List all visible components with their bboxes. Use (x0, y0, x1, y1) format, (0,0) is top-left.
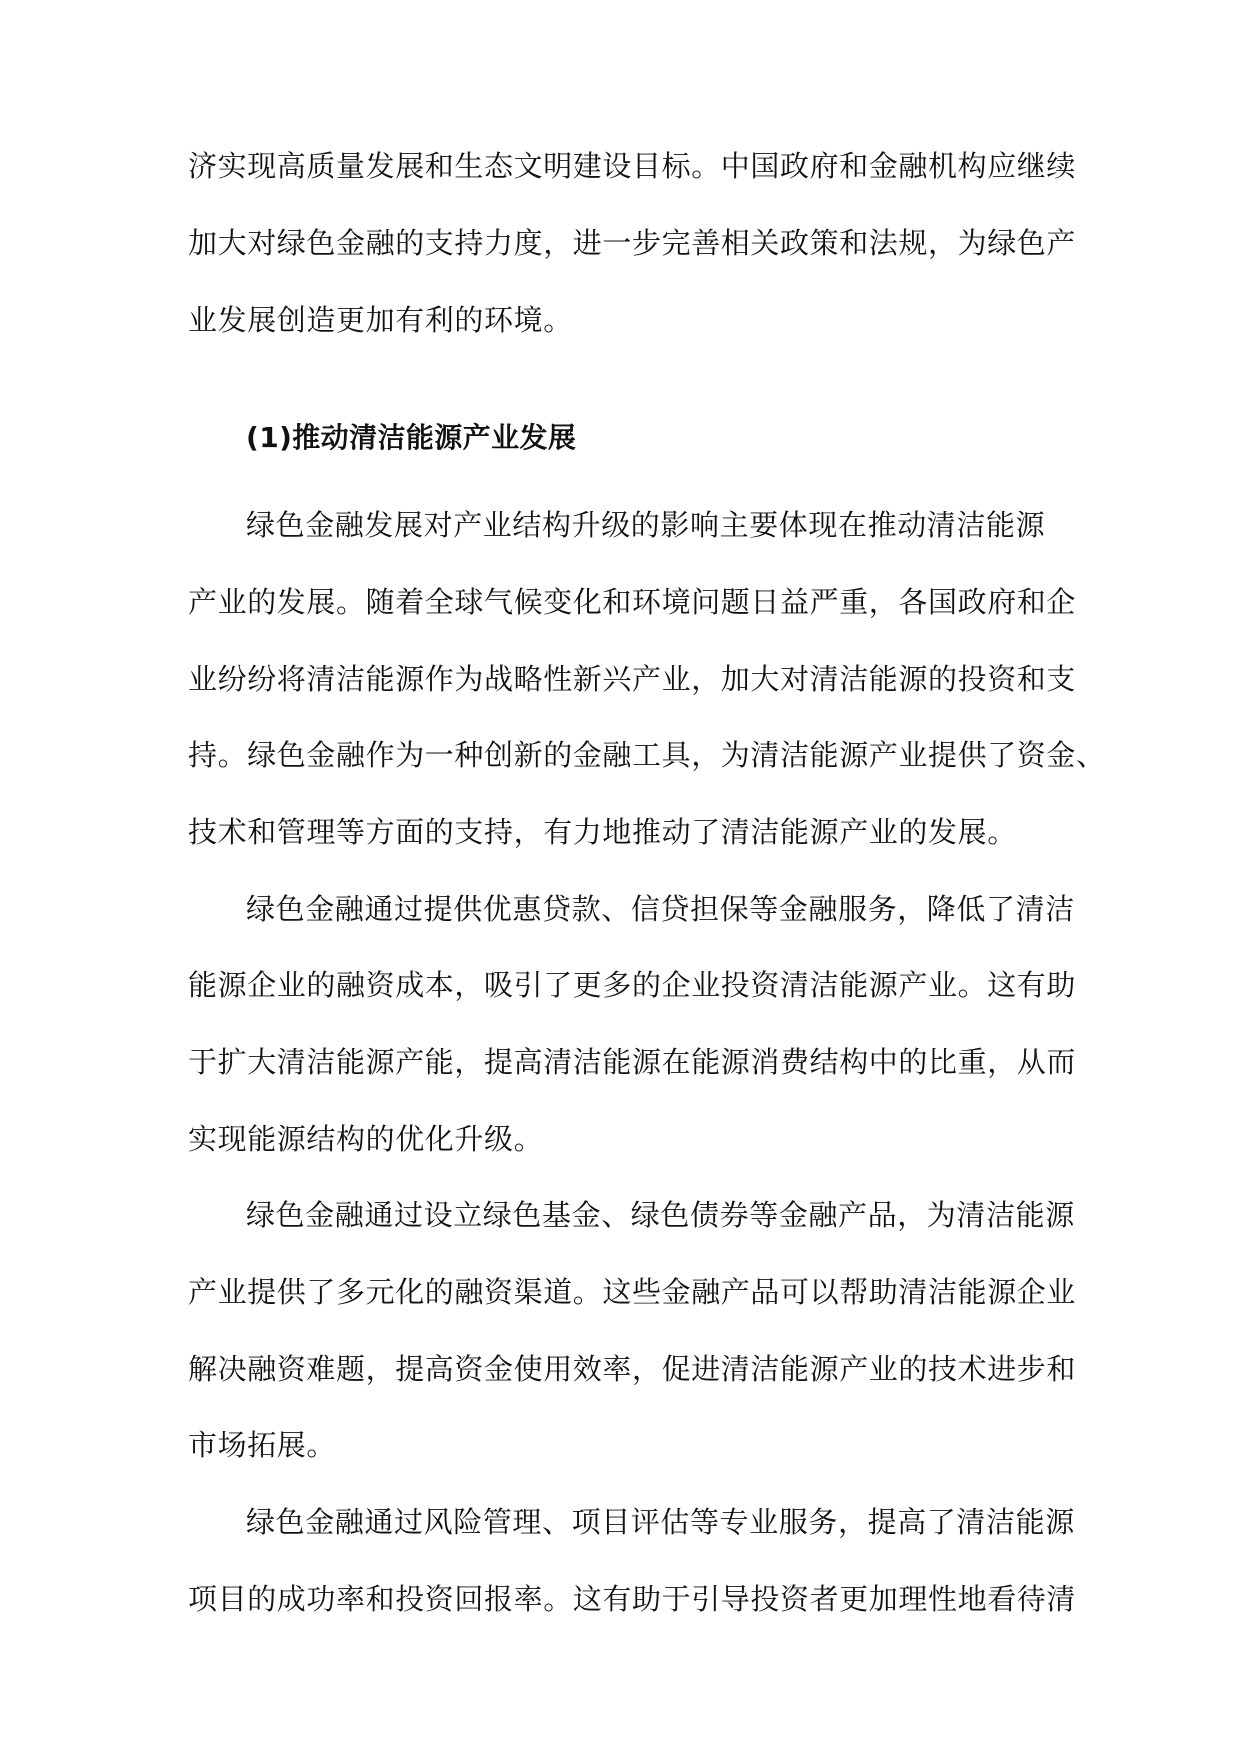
paragraph-2-line-3: 于扩大清洁能源产能，提高清洁能源在能源消费结构中的比重，从而 (188, 1045, 1077, 1079)
paragraph-4-line-1: 绿色金融通过风险管理、项目评估等专业服务，提高了清洁能源 (246, 1505, 1075, 1539)
paragraph-2-line-1: 绿色金融通过提供优惠贷款、信贷担保等金融服务，降低了清洁 (246, 892, 1075, 926)
paragraph-1-line-5: 技术和管理等方面的支持，有力地推动了清洁能源产业的发展。 (188, 815, 1017, 849)
paragraph-4-line-2: 项目的成功率和投资回报率。这有助于引导投资者更加理性地看待清 (188, 1582, 1077, 1616)
paragraph-1-line-3: 业纷纷将清洁能源作为战略性新兴产业，加大对清洁能源的投资和支 (188, 662, 1077, 696)
paragraph-3-line-1: 绿色金融通过设立绿色基金、绿色债券等金融产品，为清洁能源 (246, 1198, 1075, 1232)
intro-line-1: 济实现高质量发展和生态文明建设目标。中国政府和金融机构应继续 (188, 149, 1077, 183)
paragraph-1-line-2: 产业的发展。随着全球气候变化和环境问题日益严重，各国政府和企 (188, 585, 1077, 619)
paragraph-2-line-2: 能源企业的融资成本，吸引了更多的企业投资清洁能源产业。这有助 (188, 968, 1077, 1002)
paragraph-1-line-4: 持。绿色金融作为一种创新的金融工具，为清洁能源产业提供了资金、 (188, 738, 1106, 772)
paragraph-2-line-4: 实现能源结构的优化升级。 (188, 1122, 544, 1156)
paragraph-1-line-1: 绿色金融发展对产业结构升级的影响主要体现在推动清洁能源 (246, 508, 1046, 542)
paragraph-3-line-3: 解决融资难题，提高资金使用效率，促进清洁能源产业的技术进步和 (188, 1352, 1077, 1386)
intro-line-3: 业发展创造更加有利的环境。 (188, 303, 573, 337)
intro-line-2: 加大对绿色金融的支持力度，进一步完善相关政策和法规，为绿色产 (188, 226, 1077, 260)
section-heading: (1)推动清洁能源产业发展 (246, 421, 577, 454)
paragraph-3-line-4: 市场拓展。 (188, 1428, 337, 1462)
paragraph-3-line-2: 产业提供了多元化的融资渠道。这些金融产品可以帮助清洁能源企业 (188, 1275, 1077, 1309)
